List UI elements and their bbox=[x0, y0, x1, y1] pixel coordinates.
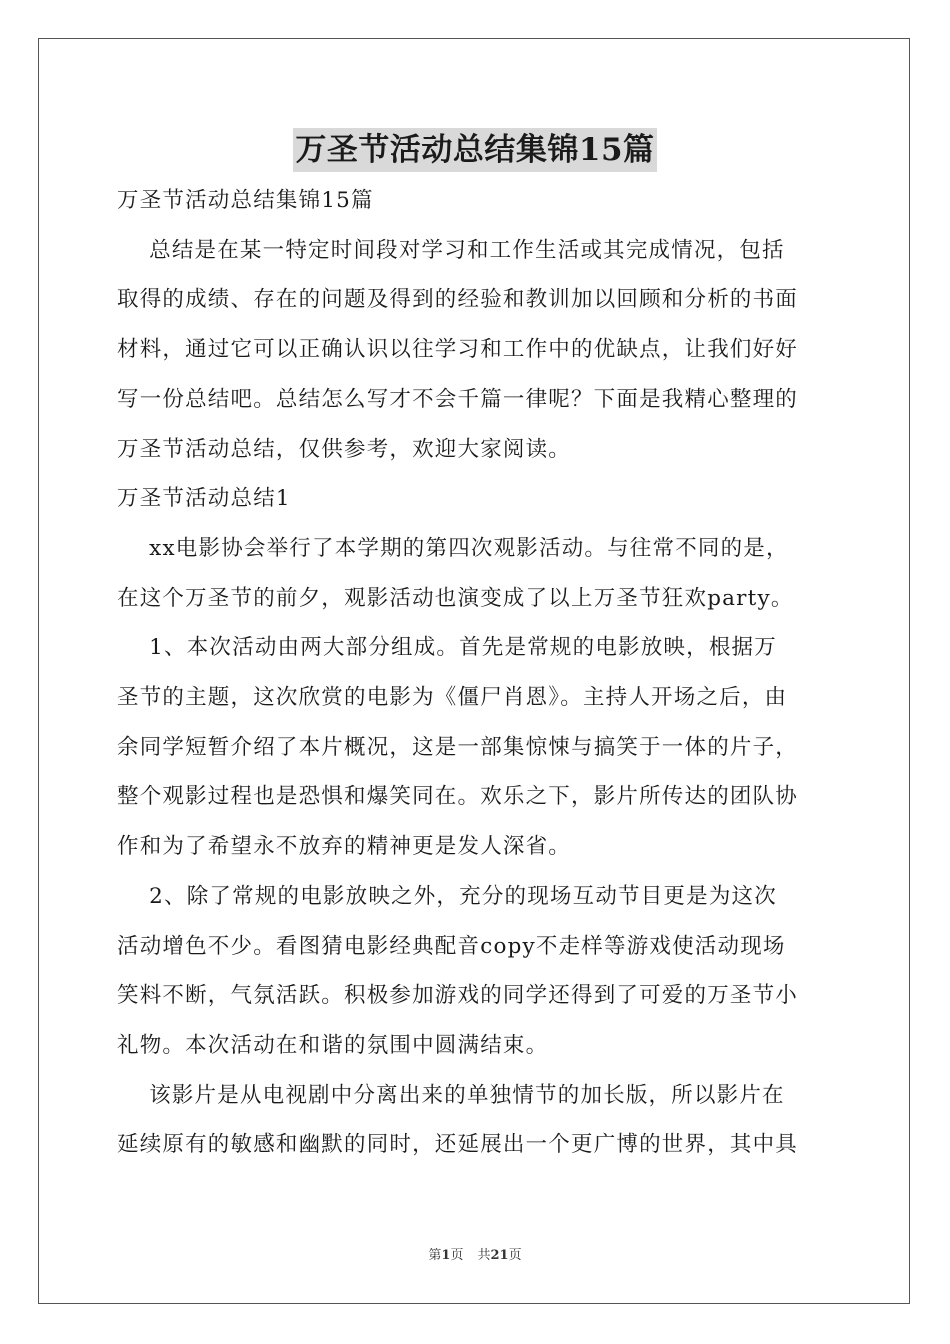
total-prefix: 共 bbox=[477, 1248, 491, 1263]
body-line: 整个观影过程也是恐惧和爆笑同在。欢乐之下，影片所传达的团队协 bbox=[117, 784, 799, 810]
current-page-number: 1 bbox=[441, 1248, 451, 1263]
body-line: 取得的成绩、存在的问题及得到的经验和教训加以回顾和分析的书面 bbox=[117, 287, 799, 313]
section-heading: 万圣节活动总结1 bbox=[117, 486, 291, 512]
body-line: 活动增色不少。看图猜电影经典配音copy不走样等游戏使活动现场 bbox=[117, 933, 786, 959]
body-line: 总结是在某一特定时间段对学习和工作生活或其完成情况，包括 bbox=[117, 237, 785, 263]
body-line: 2、除了常规的电影放映之外，充分的现场互动节目更是为这次 bbox=[117, 883, 777, 909]
body-line: 延续原有的敏感和幽默的同时，还延展出一个更广博的世界，其中具 bbox=[117, 1132, 799, 1158]
body-line: 材料，通过它可以正确认识以往学习和工作中的优缺点，让我们好好 bbox=[117, 337, 799, 363]
body-line: 圣节的主题，这次欣赏的电影为《僵尸肖恩》。主持人开场之后，由 bbox=[117, 685, 788, 711]
body-line: xx电影协会举行了本学期的第四次观影活动。与往常不同的是， bbox=[117, 535, 789, 561]
body-line: 礼物。本次活动在和谐的氛围中圆满结束。 bbox=[117, 1032, 549, 1058]
body-line: 1、本次活动由两大部分组成。首先是常规的电影放映，根据万 bbox=[117, 635, 777, 661]
body-line: 作和为了希望永不放弃的精神更是发人深省。 bbox=[117, 834, 572, 860]
body-line: 该影片是从电视剧中分离出来的单独情节的加长版，所以影片在 bbox=[117, 1082, 785, 1108]
page-prefix: 第 bbox=[428, 1248, 442, 1263]
body-line: 在这个万圣节的前夕，观影活动也演变成了以上万圣节狂欢party。 bbox=[117, 585, 794, 611]
total-page-count: 21 bbox=[490, 1248, 509, 1263]
body-line: 写一份总结吧。总结怎么写才不会千篇一律呢？下面是我精心整理的 bbox=[117, 386, 799, 412]
document-title: 万圣节活动总结集锦15篇 bbox=[293, 128, 656, 172]
subtitle-line: 万圣节活动总结集锦15篇 bbox=[117, 188, 374, 213]
page-unit: 页 bbox=[450, 1248, 464, 1263]
body-line: 余同学短暂介绍了本片概况，这是一部集惊悚与搞笑于一体的片子， bbox=[117, 734, 799, 760]
document-body bbox=[117, 176, 835, 1170]
page-footer bbox=[0, 1246, 950, 1266]
title-container bbox=[0, 128, 950, 172]
body-line: 笑料不断，气氛活跃。积极参加游戏的同学还得到了可爱的万圣节小 bbox=[117, 983, 799, 1009]
total-unit: 页 bbox=[508, 1248, 522, 1263]
body-line: 万圣节活动总结，仅供参考，欢迎大家阅读。 bbox=[117, 436, 572, 462]
